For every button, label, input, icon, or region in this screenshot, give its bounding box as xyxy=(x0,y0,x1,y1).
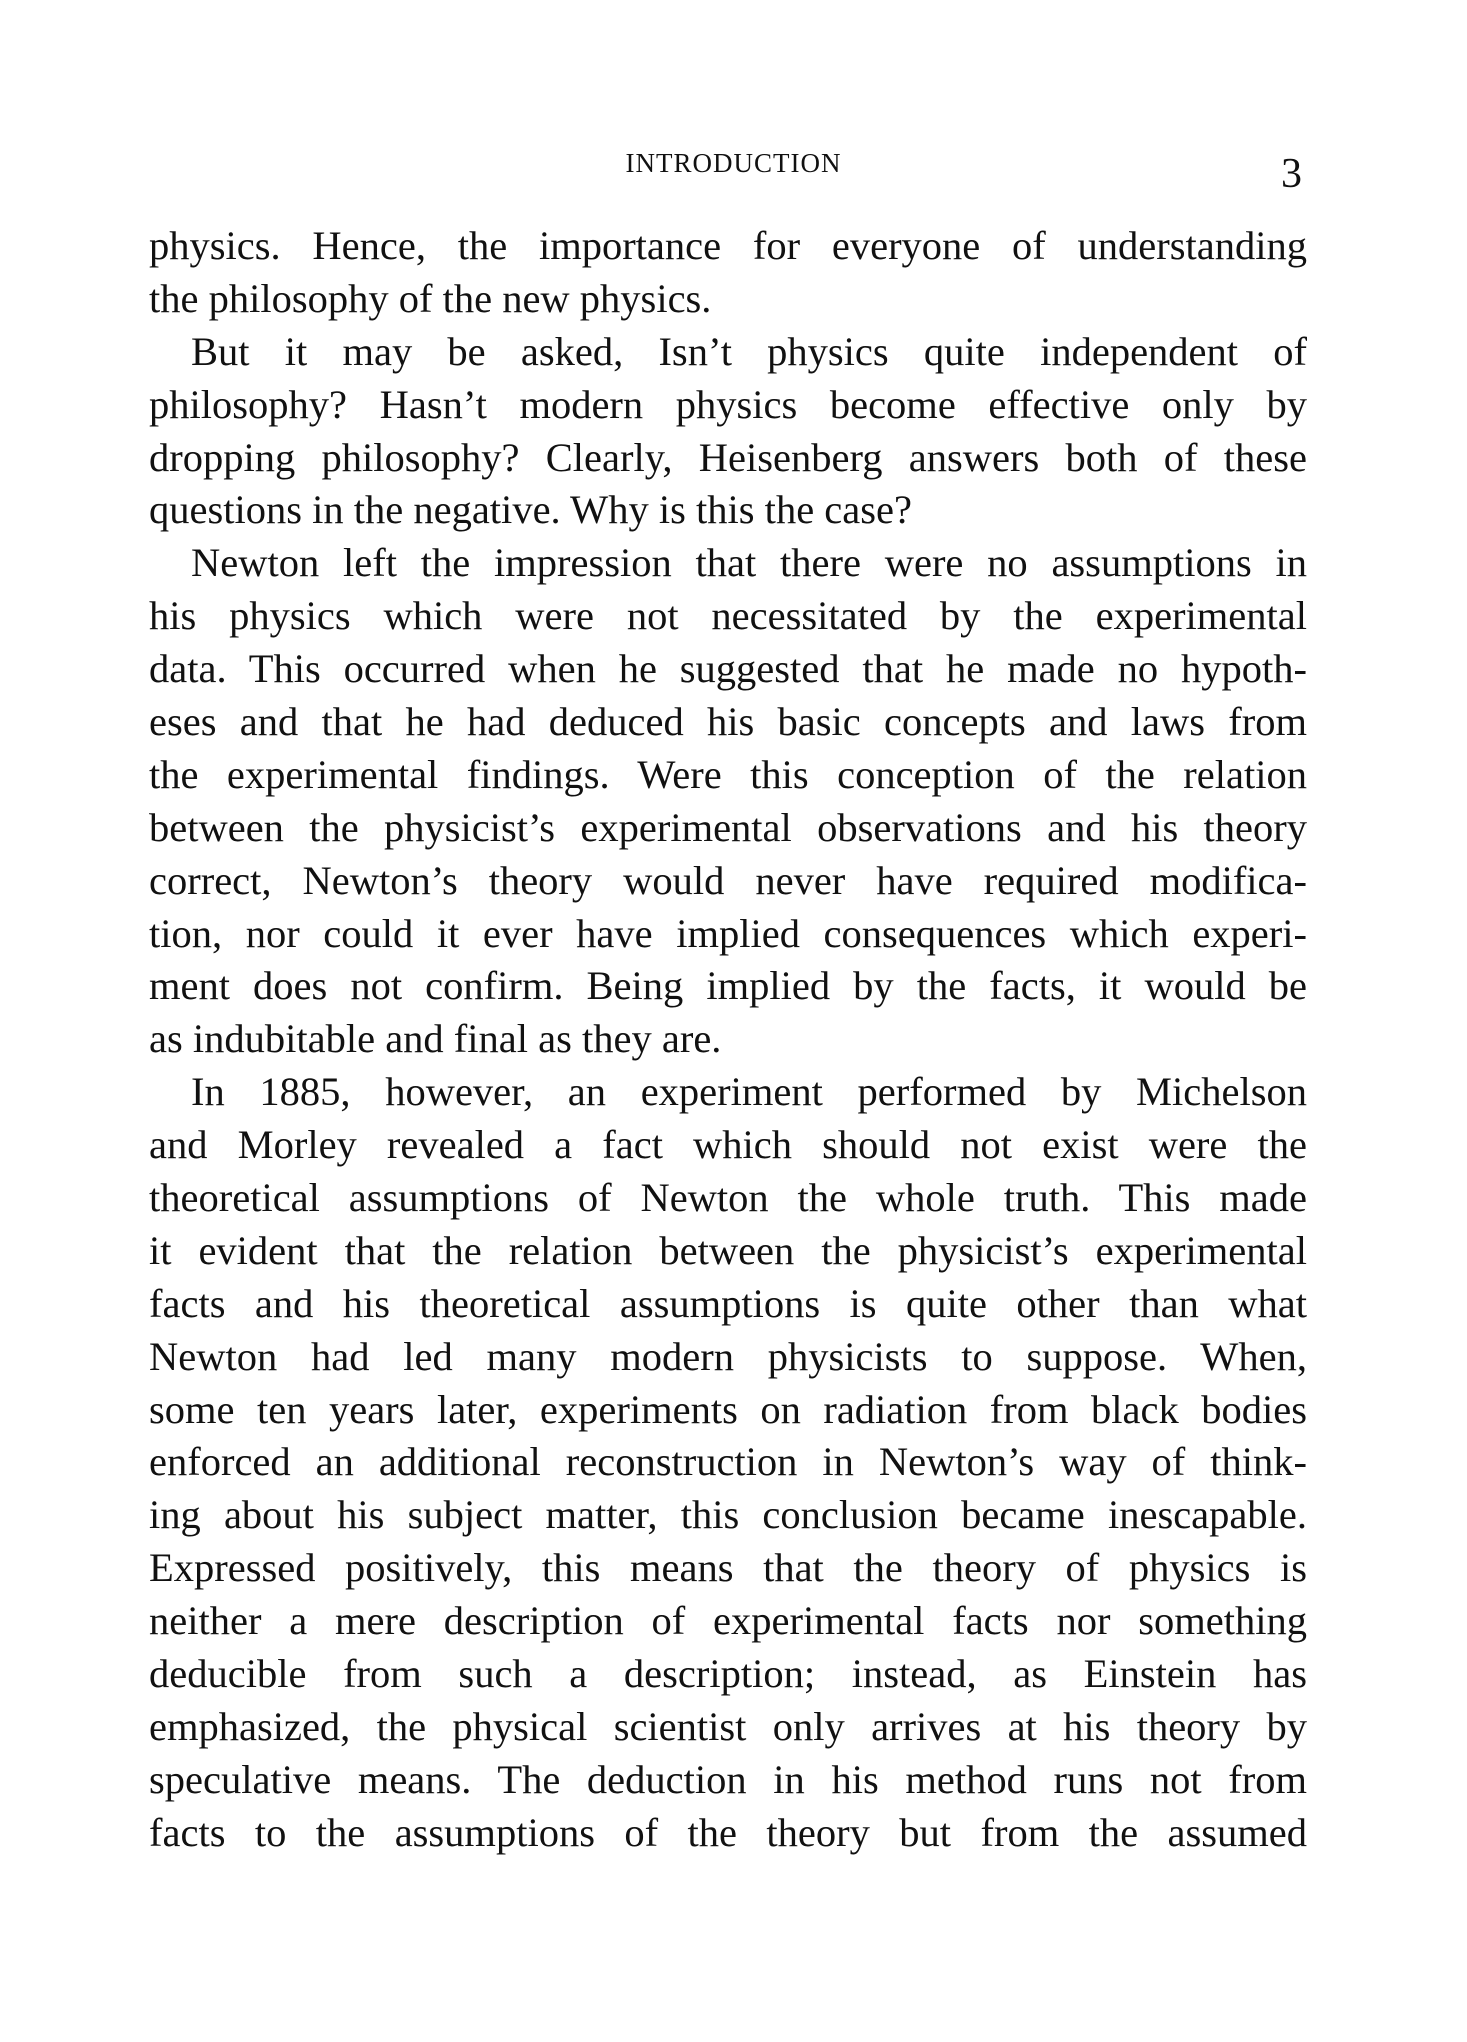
text-line: neither a mere description of experimental facts nor something xyxy=(149,1598,1307,1644)
text-line: Expressed positively, this means that the theory of physics is xyxy=(149,1545,1307,1591)
text-line: deducible from such a description; instead, as Einstein has xyxy=(149,1651,1307,1697)
text-line: it evident that the relation between the physicist’s experimental xyxy=(149,1227,1307,1273)
text-line: physics. Hence, the importance for everyone of understanding xyxy=(149,223,1307,268)
text-line: Newton had led many modern physicists to suppose. When, xyxy=(149,1333,1307,1379)
text-line: the experimental findings. Were this conception of the relation xyxy=(149,751,1307,797)
text-line: correct, Newton’s theory would never have required modifica- xyxy=(149,857,1307,903)
text-line: eses and that he had deduced his basic concepts and laws from xyxy=(149,699,1307,745)
text-line: and Morley revealed a fact which should not exist were the xyxy=(149,1122,1307,1168)
text-line: ing about his subject matter, this conclusion became inescapable. xyxy=(149,1492,1307,1538)
text-line: facts and his theoretical assumptions is quite other than what xyxy=(149,1280,1307,1326)
text-line: enforced an additional reconstruction in Newton’s way of think- xyxy=(149,1439,1307,1485)
text-line: theoretical assumptions of Newton the whole truth. This made xyxy=(149,1175,1307,1221)
text-line: ment does not confirm. Being implied by the facts, it would be xyxy=(149,963,1307,1009)
text-line: facts to the assumptions of the theory but from the assumed xyxy=(149,1809,1307,1855)
text-line: Newton left the impression that there were no assumptions in xyxy=(191,540,1307,586)
text-line: the philosophy of the new physics. xyxy=(149,275,712,321)
text-line: as indubitable and final as they are. xyxy=(149,1016,722,1062)
text-line: In 1885, however, an experiment performed by Michelson xyxy=(191,1069,1307,1115)
running-head: INTRODUCTION xyxy=(625,148,842,178)
body-text xyxy=(149,220,1307,1860)
text-line: some ten years later, experiments on radiation from black bodies xyxy=(149,1386,1307,1432)
page-header xyxy=(0,140,1467,197)
text-line: tion, nor could it ever have implied consequences which experi- xyxy=(149,910,1307,956)
text-line: questions in the negative. Why is this the case? xyxy=(149,487,912,533)
text-line: his physics which were not necessitated by the experimental xyxy=(149,593,1307,639)
text-line: But it may be asked, Isn’t physics quite independent of xyxy=(191,328,1307,374)
text-line: dropping philosophy? Clearly, Heisenberg answers both of these xyxy=(149,434,1307,480)
page-number: 3 xyxy=(1281,151,1302,197)
text-line: emphasized, the physical scientist only arrives at his theory by xyxy=(149,1703,1307,1749)
text-line: speculative means. The deduction in his method runs not from xyxy=(149,1756,1307,1802)
text-line: data. This occurred when he suggested that he made no hypoth- xyxy=(149,646,1307,692)
text-line: between the physicist’s experimental observations and his theory xyxy=(149,804,1307,850)
text-line: philosophy? Hasn’t modern physics become effective only by xyxy=(149,381,1307,427)
